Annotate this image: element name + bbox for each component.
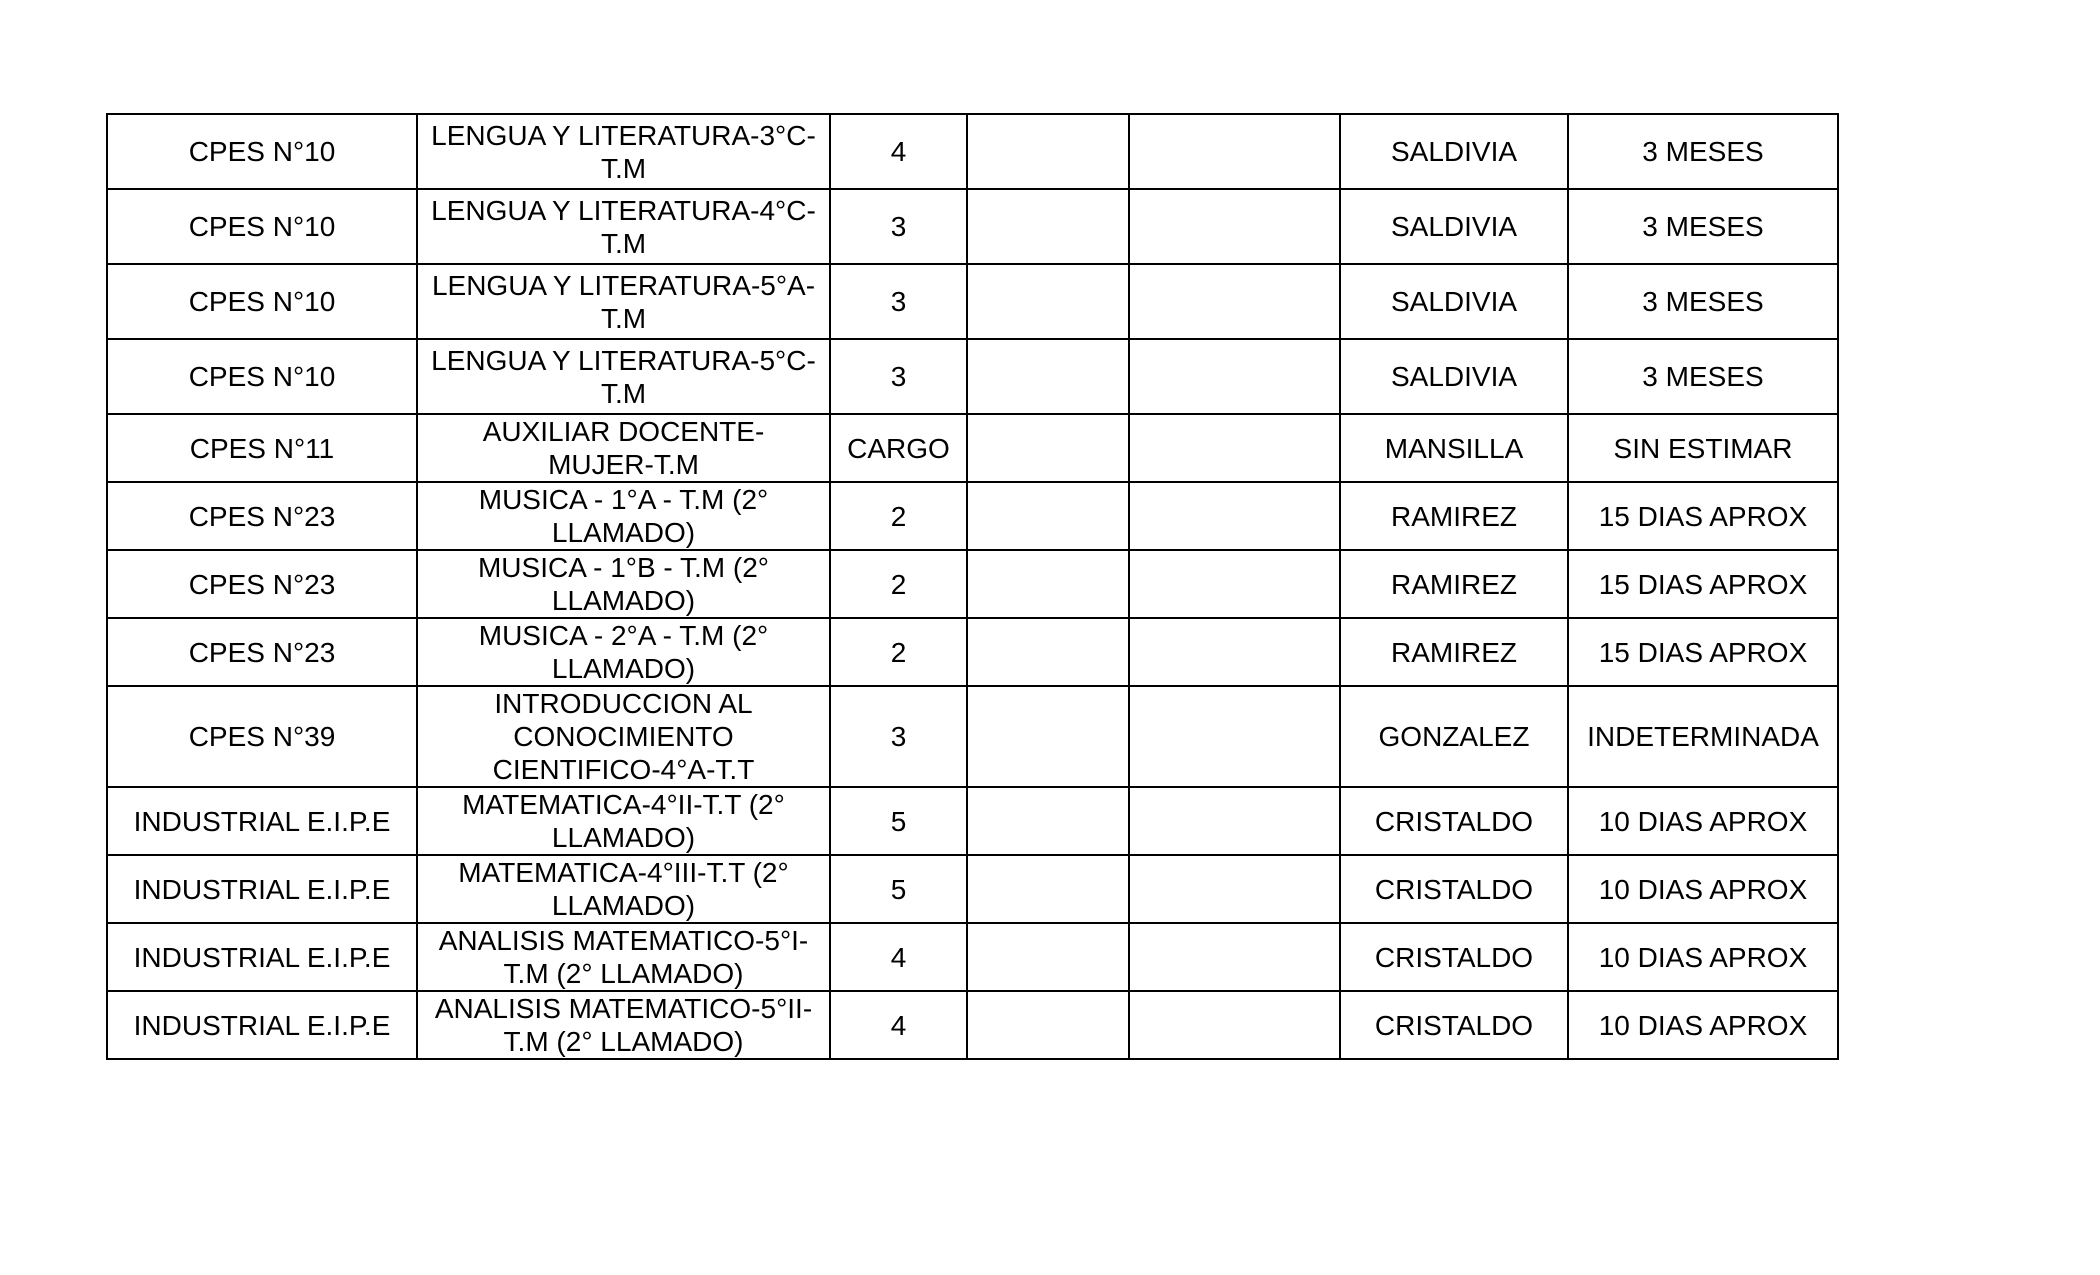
subject-cell: MATEMATICA-4°II-T.T (2° LLAMADO) bbox=[417, 787, 830, 855]
duration-cell: 10 DIAS APROX bbox=[1568, 991, 1838, 1059]
school-cell: CPES N°23 bbox=[107, 618, 417, 686]
subject-cell: INTRODUCCION AL CONOCIMIENTO CIENTIFICO-4°A-T.T bbox=[417, 686, 830, 787]
hours-cell: 4 bbox=[830, 923, 967, 991]
empty-cell bbox=[967, 339, 1129, 414]
table-row bbox=[107, 855, 1838, 923]
school-cell: CPES N°10 bbox=[107, 339, 417, 414]
table-row bbox=[107, 264, 1838, 339]
empty-cell bbox=[1129, 414, 1340, 482]
school-cell: CPES N°23 bbox=[107, 550, 417, 618]
empty-cell bbox=[1129, 482, 1340, 550]
empty-cell bbox=[967, 414, 1129, 482]
hours-cell: 4 bbox=[830, 991, 967, 1059]
empty-cell bbox=[967, 482, 1129, 550]
table-row bbox=[107, 339, 1838, 414]
hours-cell: 4 bbox=[830, 114, 967, 189]
duration-cell: SIN ESTIMAR bbox=[1568, 414, 1838, 482]
hours-cell: CARGO bbox=[830, 414, 967, 482]
subject-cell: ANALISIS MATEMATICO-5°II-T.M (2° LLAMADO) bbox=[417, 991, 830, 1059]
subject-cell: MUSICA - 2°A - T.M (2° LLAMADO) bbox=[417, 618, 830, 686]
hours-cell: 2 bbox=[830, 550, 967, 618]
subject-cell: LENGUA Y LITERATURA-5°C-T.M bbox=[417, 339, 830, 414]
table-row bbox=[107, 414, 1838, 482]
empty-cell bbox=[967, 114, 1129, 189]
name-cell: RAMIREZ bbox=[1340, 550, 1568, 618]
duration-cell: 3 MESES bbox=[1568, 189, 1838, 264]
hours-cell: 2 bbox=[830, 618, 967, 686]
empty-cell bbox=[1129, 923, 1340, 991]
empty-cell bbox=[1129, 787, 1340, 855]
duration-cell: 3 MESES bbox=[1568, 339, 1838, 414]
duration-cell: 10 DIAS APROX bbox=[1568, 923, 1838, 991]
hours-cell: 3 bbox=[830, 686, 967, 787]
name-cell: RAMIREZ bbox=[1340, 618, 1568, 686]
hours-cell: 3 bbox=[830, 264, 967, 339]
empty-cell bbox=[1129, 264, 1340, 339]
empty-cell bbox=[967, 855, 1129, 923]
school-cell: CPES N°39 bbox=[107, 686, 417, 787]
school-cell: INDUSTRIAL E.I.P.E bbox=[107, 991, 417, 1059]
name-cell: GONZALEZ bbox=[1340, 686, 1568, 787]
school-cell: INDUSTRIAL E.I.P.E bbox=[107, 855, 417, 923]
empty-cell bbox=[1129, 618, 1340, 686]
table-row bbox=[107, 114, 1838, 189]
subject-cell: ANALISIS MATEMATICO-5°I-T.M (2° LLAMADO) bbox=[417, 923, 830, 991]
duration-cell: 15 DIAS APROX bbox=[1568, 550, 1838, 618]
empty-cell bbox=[967, 550, 1129, 618]
empty-cell bbox=[1129, 855, 1340, 923]
name-cell: SALDIVIA bbox=[1340, 339, 1568, 414]
name-cell: CRISTALDO bbox=[1340, 855, 1568, 923]
empty-cell bbox=[1129, 991, 1340, 1059]
subject-cell: MATEMATICA-4°III-T.T (2° LLAMADO) bbox=[417, 855, 830, 923]
hours-cell: 3 bbox=[830, 189, 967, 264]
name-cell: SALDIVIA bbox=[1340, 264, 1568, 339]
school-cell: CPES N°23 bbox=[107, 482, 417, 550]
empty-cell bbox=[967, 991, 1129, 1059]
table-row bbox=[107, 787, 1838, 855]
name-cell: RAMIREZ bbox=[1340, 482, 1568, 550]
school-cell: INDUSTRIAL E.I.P.E bbox=[107, 923, 417, 991]
table-row bbox=[107, 189, 1838, 264]
subject-cell: MUSICA - 1°B - T.M (2° LLAMADO) bbox=[417, 550, 830, 618]
table-row bbox=[107, 923, 1838, 991]
duration-cell: 10 DIAS APROX bbox=[1568, 787, 1838, 855]
subject-cell: MUSICA - 1°A - T.M (2° LLAMADO) bbox=[417, 482, 830, 550]
empty-cell bbox=[1129, 550, 1340, 618]
empty-cell bbox=[967, 618, 1129, 686]
name-cell: SALDIVIA bbox=[1340, 189, 1568, 264]
school-cell: INDUSTRIAL E.I.P.E bbox=[107, 787, 417, 855]
school-cell: CPES N°10 bbox=[107, 264, 417, 339]
hours-cell: 5 bbox=[830, 787, 967, 855]
hours-cell: 3 bbox=[830, 339, 967, 414]
school-cell: CPES N°11 bbox=[107, 414, 417, 482]
name-cell: MANSILLA bbox=[1340, 414, 1568, 482]
table-row bbox=[107, 686, 1838, 787]
empty-cell bbox=[967, 787, 1129, 855]
table-row bbox=[107, 482, 1838, 550]
subject-cell: AUXILIAR DOCENTE-MUJER-T.M bbox=[417, 414, 830, 482]
empty-cell bbox=[967, 189, 1129, 264]
duration-cell: 3 MESES bbox=[1568, 114, 1838, 189]
table-row bbox=[107, 550, 1838, 618]
name-cell: CRISTALDO bbox=[1340, 923, 1568, 991]
school-cell: CPES N°10 bbox=[107, 189, 417, 264]
empty-cell bbox=[967, 923, 1129, 991]
duration-cell: 10 DIAS APROX bbox=[1568, 855, 1838, 923]
duration-cell: 3 MESES bbox=[1568, 264, 1838, 339]
name-cell: SALDIVIA bbox=[1340, 114, 1568, 189]
empty-cell bbox=[1129, 189, 1340, 264]
empty-cell bbox=[967, 264, 1129, 339]
name-cell: CRISTALDO bbox=[1340, 787, 1568, 855]
vacancies-table bbox=[106, 113, 1839, 1060]
duration-cell: INDETERMINADA bbox=[1568, 686, 1838, 787]
hours-cell: 5 bbox=[830, 855, 967, 923]
table-row bbox=[107, 618, 1838, 686]
subject-cell: LENGUA Y LITERATURA-4°C-T.M bbox=[417, 189, 830, 264]
table-row bbox=[107, 991, 1838, 1059]
subject-cell: LENGUA Y LITERATURA-3°C-T.M bbox=[417, 114, 830, 189]
empty-cell bbox=[1129, 339, 1340, 414]
name-cell: CRISTALDO bbox=[1340, 991, 1568, 1059]
duration-cell: 15 DIAS APROX bbox=[1568, 482, 1838, 550]
empty-cell bbox=[967, 686, 1129, 787]
empty-cell bbox=[1129, 114, 1340, 189]
duration-cell: 15 DIAS APROX bbox=[1568, 618, 1838, 686]
hours-cell: 2 bbox=[830, 482, 967, 550]
empty-cell bbox=[1129, 686, 1340, 787]
school-cell: CPES N°10 bbox=[107, 114, 417, 189]
subject-cell: LENGUA Y LITERATURA-5°A-T.M bbox=[417, 264, 830, 339]
